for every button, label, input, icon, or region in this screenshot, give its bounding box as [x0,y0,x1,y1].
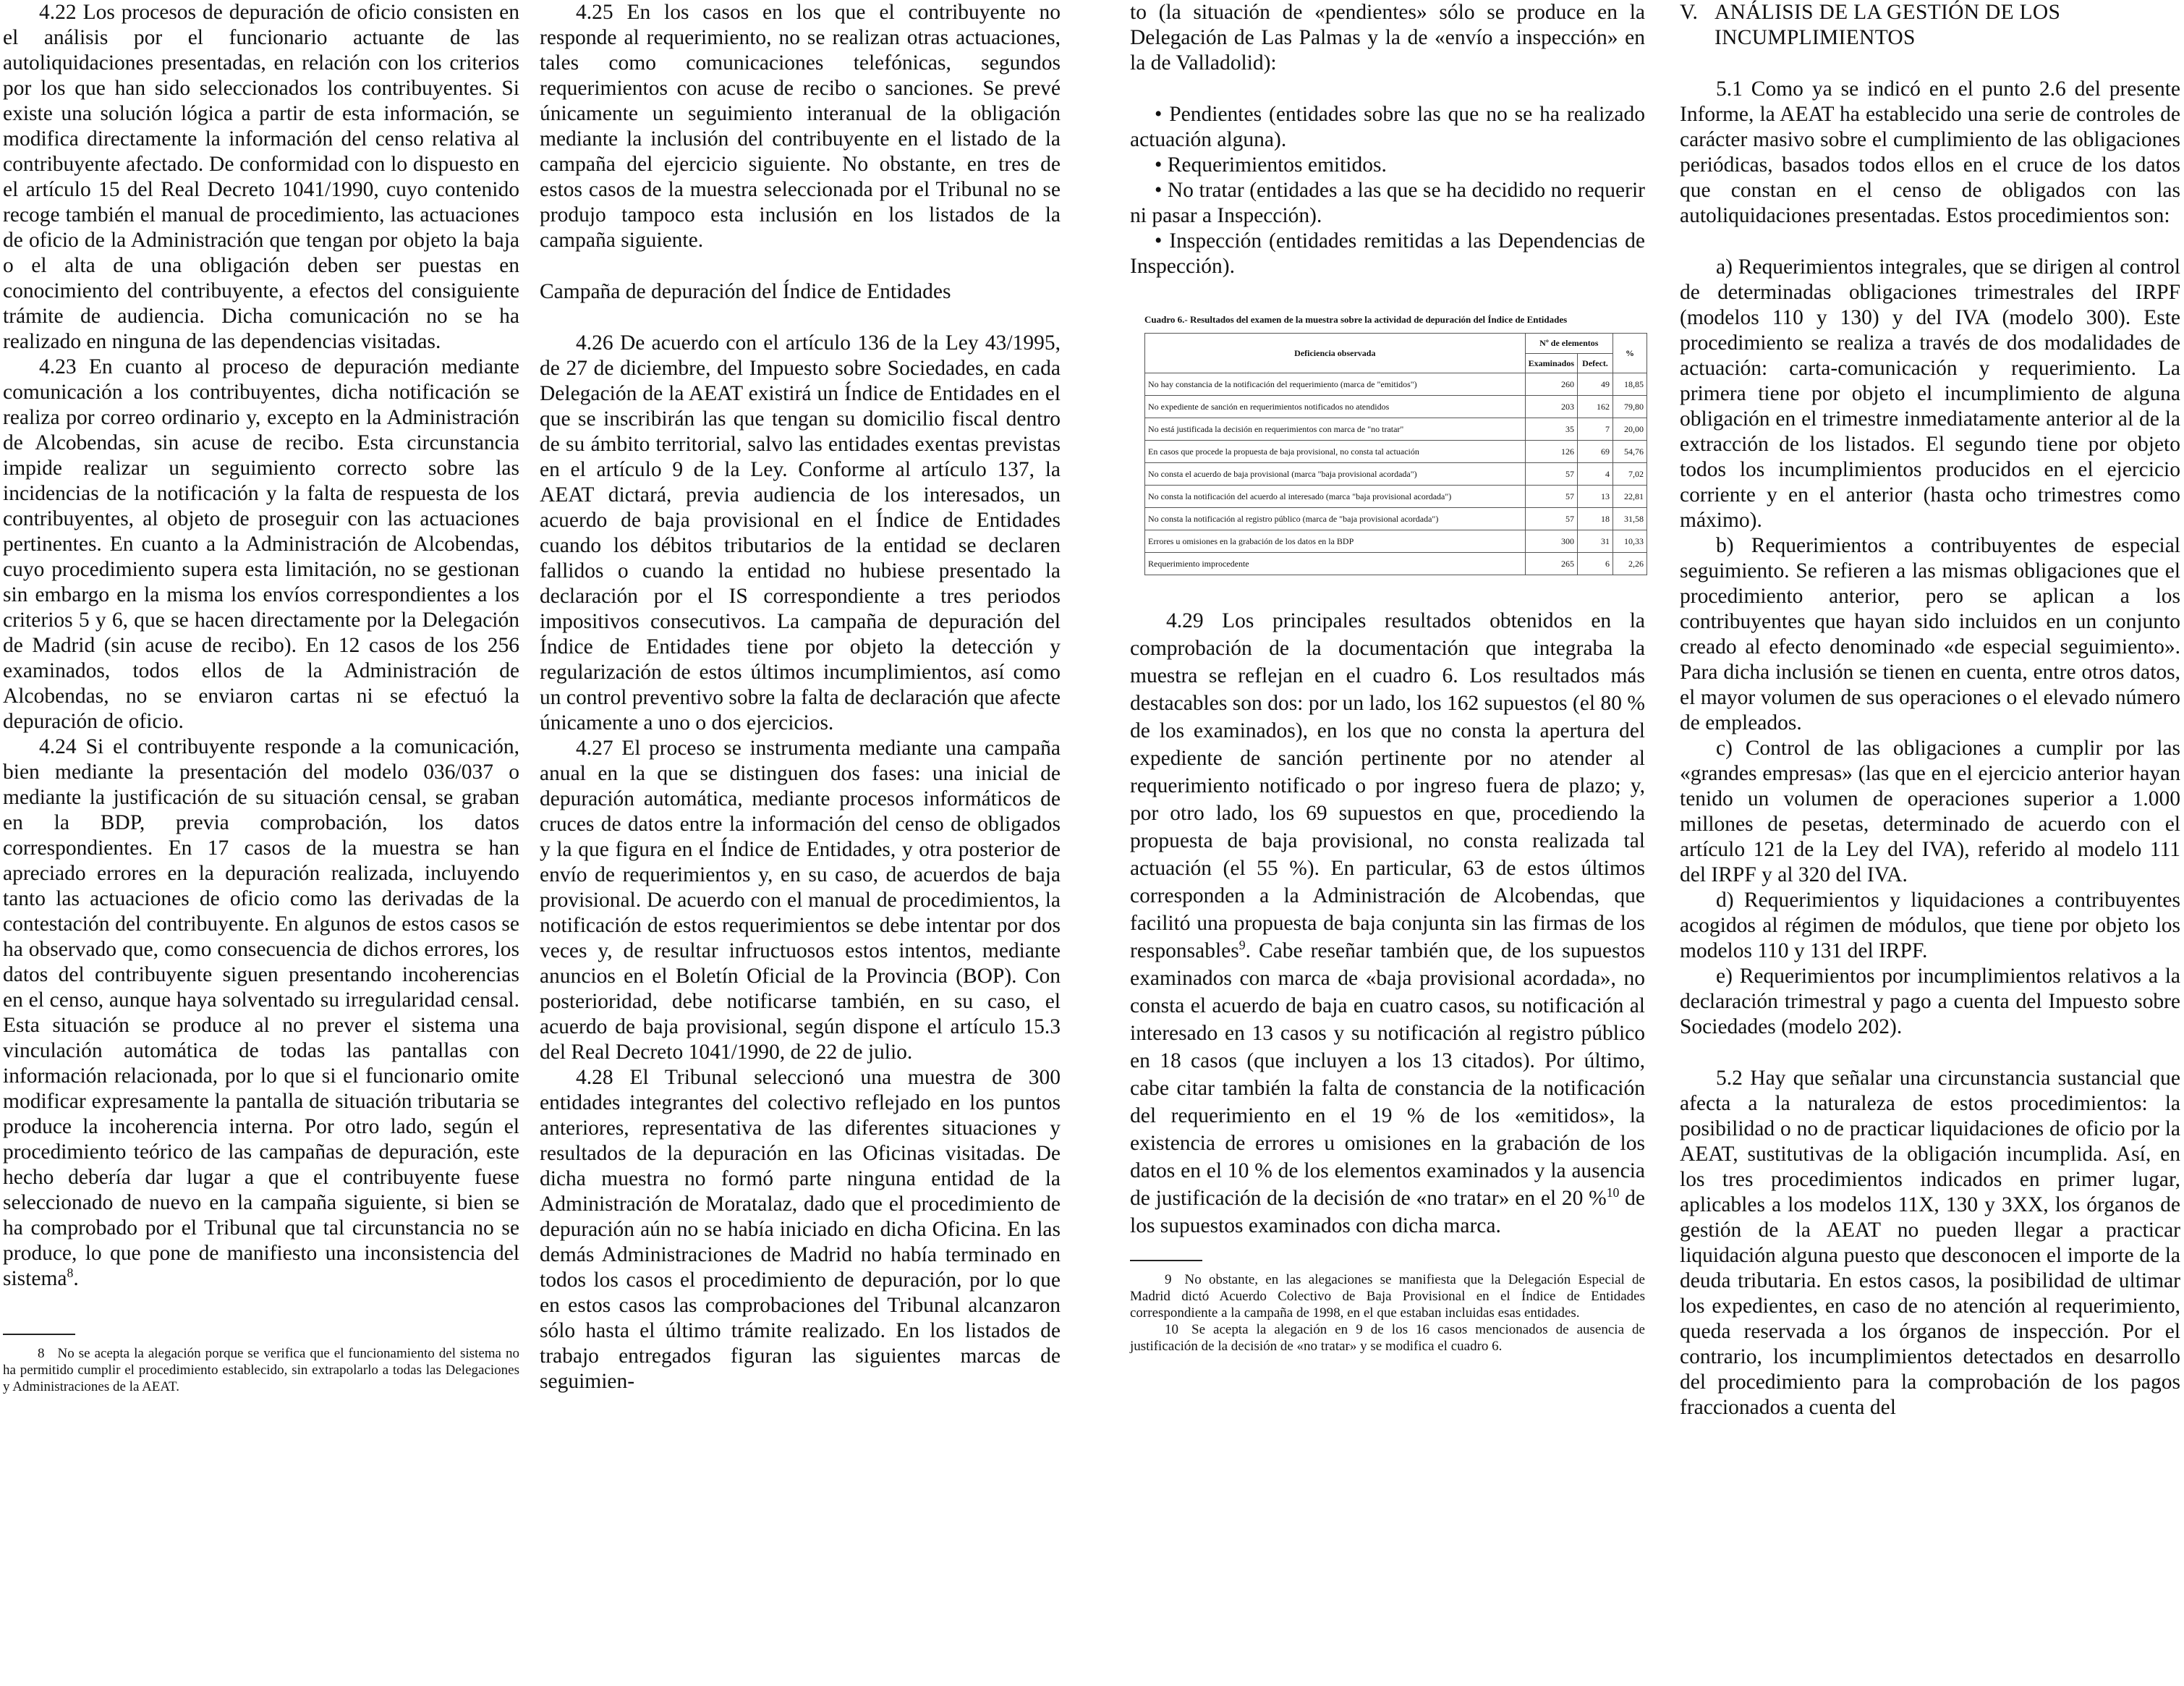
paragraph-4-26: 4.26 De acuerdo con el artículo 136 de la Ley 43/1995, de 27 de diciembre, del Impuesto sobre Sociedades, en cada Delegación de la AEAT existirá un Índice de Entidades en el que se inscribirán las que tengan su domicilio fiscal dentro de su ámbito territorial, salvo las entidades exentas previstas en el artículo 9 de la Ley. Conforme al artículo 137, la AEAT dictará, previa audiencia de los interesados, un acuerdo de baja provisional en el Índice de Entidades cuando los débitos tributarios de la entidad se declaren fallidos o cuando la entidad no hubiese presentado la declaración por el IS correspondiente a tres periodos impositivos consecutivos. La campaña de depuración del Índice de Entidades tiene por objeto la detección y regularización de estos últimos incumplimientos, así como un control preventivo sobre la falta de declaración que afecte únicamente a uno o dos ejercicios. [540,331,1061,734]
paragraph-4-29 [1130,607,1645,1240]
row-examinados: 203 [1525,396,1577,418]
cuadro-6 [1144,313,1647,575]
row-desc: No está justificada la decisión en requerimientos con marca de "no tratar" [1145,418,1526,441]
row-examinados: 57 [1525,486,1577,508]
footnote-8-text: No se acepta la alegación porque se verifica que el funcionamiento del sistema no ha permitido cumplir el procedimiento establecido, sin extrapolarlo a todas las Delegaciones y Administraciones de la AEAT. [3,1346,519,1394]
footnote-rule [1130,1260,1202,1261]
row-desc: No expediente de sanción en requerimientos notificados no atendidos [1145,396,1526,418]
paragraph-4-29-text-a: 4.29 Los principales resultados obtenidos en la comprobación de la documentación que integraba la muestra se reflejan en el cuadro 6. Los resultados más destacables son dos: por un lado, los 162 supuestos (el 80 % de los examinados), en los que no consta la apertura del expediente de sanción pertinente por no atender al requerimiento notificado o por ingreso fuera de plazo; y, por otro lado, los 69 supuestos en que, procediendo la propuesta de baja provisional, no consta realizada tal actuación (el 55 %). En particular, 63 de estos últimos corresponden a la Administración de Alcobendas, que facilitó una propuesta de baja conjunta sin las firmas de los responsables [1130,609,1645,962]
paragraph-4-25: 4.25 En los casos en los que el contribuyente no responde al requerimiento, no se realizan otras actuaciones, tales como comunicaciones telefónicas, segundos requerimientos con acuse de recibo o sanciones. Se prevé únicamente un seguimiento interanual de la obligación mediante la inclusión del contribuyente en el listado de la campaña del ejercicio siguiente. No obstante, en tres de estos casos de la muestra seleccionada por el Tribunal no se produjo tampoco esta inclusión en los listados de la campaña siguiente. [540,1,1061,252]
table-row [1145,508,1647,530]
footnote-10-number: 10 [1165,1322,1178,1337]
paragraph-continuation: to (la situación de «pendientes» sólo se produce en la Delegación de Las Palmas y la de «envío a inspección» en la de Valladolid): [1130,1,1645,75]
table-row [1145,486,1647,508]
table-row [1145,553,1647,575]
paragraph-4-27: 4.27 El proceso se instrumenta mediante una campaña anual en la que se distinguen dos fases: una inicial de depuración automática, mediante procesos informáticos de cruces de datos entre la información del censo de obligados y la que figura en el Índice de Entidades, y otra posterior de envío de requerimientos y, en su caso, de acuerdos de baja provisional. De acuerdo con el manual de procedimientos, la notificación de estos requerimientos se debe intentar por dos veces y, de resultar infructuosos estos intentos, mediante anuncios en el Boletín Oficial de la Provincia (BOP). Con posterioridad, debe notificarse también, en su caso, el acuerdo de baja provisional, según dispone el artículo 15.3 del Real Decreto 1041/1990, de 22 de julio. [540,737,1061,1064]
paragraph-4-24-text: 4.24 Si el contribuyente responde a la comunicación, bien mediante la presentación del modelo 036/037 o mediante la justificación de su situación censal, se graban en la BDP, previa comprobación, los datos correspondientes. En 17 casos de la muestra se han apreciado errores en la depuración realizada, incluyendo tanto las actuaciones de oficio como las derivadas de la contestación del contribuyente. En algunos de estos casos se ha observado que, como consecuencia de dichos errores, los datos del contribuyente siguen presentando incoherencias en el censo, aunque haya solventado su irregularidad censal. Esta situación se produce al no prever el sistema una vinculación automática de todas las pantallas con información relacionada, por lo que si el funcionario omite modificar expresamente la pantalla de situación tributaria se produce la incoherencia interna. Por otro lado, según el procedimiento teórico de las campañas de depuración, este hecho debería dar lugar a que el contribuyente fuese seleccionado de nuevo en la campaña siguiente, si bien se ha comprobado por el Tribunal que tal circunstancia no se produce, lo que pone de manifiesto una inconsistencia del sistema [3,735,519,1290]
row-defect: 69 [1578,441,1613,463]
row-defect: 49 [1578,373,1613,396]
row-defect: 31 [1578,530,1613,553]
footnote-ref-9[interactable]: 9 [1238,938,1246,953]
row-pct: 31,58 [1613,508,1647,530]
table-row [1145,441,1647,463]
row-desc: No consta el acuerdo de baja provisional (marca "baja provisional acordada") [1145,463,1526,486]
row-examinados: 300 [1525,530,1577,553]
row-defect: 6 [1578,553,1613,575]
row-pct: 18,85 [1613,373,1647,396]
section-v-number: V. [1680,1,1698,24]
section-v-text: ANÁLISIS DE LA GESTIÓN DE LOS INCUMPLIMIENTOS [1715,1,2061,49]
row-pct: 22,81 [1613,486,1647,508]
paragraph-4-22: 4.22 Los procesos de depuración de oficio consisten en el análisis por el funcionario actuante de las autoliquidaciones presentadas, en relación con los criterios por los que han sido seleccionados los contribuyentes. Si existe una solución lógica a partir de esta información, se modifica directamente la información del censo relativa al contribuyente afectado. De conformidad con lo dispuesto en el artículo 15 del Real Decreto 1041/1990, cuyo contenido recoge también el manual de procedimiento, las actuaciones de oficio de la Administración que tengan por objeto la baja o el alta de una obligación deben ser puestas en conocimiento del contribuyente, a efectos del consiguiente trámite de audiencia. Dicha comunicación no se ha realizado en ninguna de las dependencias visitadas. [3,1,519,353]
footnote-8-number: 8 [38,1346,45,1361]
bullet-pendientes: • Pendientes (entidades sobre las que no se ha realizado actuación alguna). [1130,103,1645,151]
row-desc: No hay constancia de la notificación del requerimiento (marca de "emitidos") [1145,373,1526,396]
footnote-9-number: 9 [1165,1272,1172,1287]
section-heading-indice-entidades: Campaña de depuración del Índice de Entidades [540,280,951,303]
table-caption: Cuadro 6.- Resultados del examen de la muestra sobre la actividad de depuración del Índice de Entidades [1144,314,1568,325]
paragraph-4-29-text-c: de los supuestos examinados con dicha marca. [1130,1187,1645,1237]
row-examinados: 260 [1525,373,1577,396]
column-4 [1680,0,2180,1420]
row-pct: 10,33 [1613,530,1647,553]
row-pct: 54,76 [1613,441,1647,463]
bullet-inspeccion: • Inspección (entidades remitidas a las Dependencias de Inspección). [1130,229,1645,278]
row-examinados: 265 [1525,553,1577,575]
footnote-10-text: Se acepta la alegación en 9 de los 16 casos mencionados de ausencia de justificación de la decisión de «no tratar» y se modifica el cuadro 6. [1130,1322,1645,1354]
bullet-requerimientos: • Requerimientos emitidos. [1155,153,1387,177]
section-v-title [1680,0,2180,51]
row-defect: 18 [1578,508,1613,530]
paragraph-4-23: 4.23 En cuanto al proceso de depuración mediante comunicación a los contribuyentes, dicha notificación se realiza por correo ordinario y, excepto en la Administración de Alcobendas, sin acuse de recibo. Esta circunstancia impide realizar un seguimiento correcto sobre las incidencias de la notificación y la falta de respuesta de los contribuyentes, al objeto de proseguir con las actuaciones pertinentes. En cuanto a la Administración de Alcobendas, cuyo procedimiento supera esta limitación, no se gestionan sin embargo en la misma los envíos correspondientes a los criterios 5 y 6, que se hacen directamente por la Delegación de Madrid (sin acuse de recibo). En 12 casos de los 256 examinados, todos ellos de la Administración de Alcobendas, no se enviaron cartas ni se efectuó la depuración de oficio. [3,355,519,733]
footnote-9-text: No obstante, en las alegaciones se manifiesta que la Delegación Especial de Madrid dictó Acuerdo Colectivo de Baja Provisional en el Índice de Entidades correspondiente a la campaña de 1998, en el que estaban incluidas esas entidades. [1130,1272,1645,1321]
row-desc: En casos que procede la propuesta de baja provisional, no consta tal actuación [1145,441,1526,463]
row-pct: 2,26 [1613,553,1647,575]
paragraph-b: b) Requerimientos a contribuyentes de especial seguimiento. Se refieren a las mismas obligaciones que el procedimiento anterior, pero se aplican a los contribuyentes que hayan sido incluidos en un conjunto creado al efecto denominado «de especial seguimiento». Para dicha inclusión se tienen en cuenta, entre otros datos, el mayor volumen de sus operaciones o el elevado número de empleados. [1680,534,2180,734]
header-elementos: Nº de elementos [1525,334,1612,354]
paragraph-4-24: 4.24 Si el contribuyente responde a la comunicación, bien mediante la presentación del modelo 036/037 o mediante la justificación de su situación censal, se graban en la BDP, previa comprobación, los datos correspondientes. En 17 casos de la muestra se han apreciado errores en la depuración realizada, incluyendo tanto las actuaciones de oficio como las derivadas de la contestación del contribuyente. En algunos de estos casos se ha observado que, como consecuencia de dichos errores, los datos del contribuyente siguen presentando incoherencias en el censo, aunque haya solventado su irregularidad censal. Esta situación se produce al no prever el sistema una vinculación automática de todas las pantallas con información relacionada, por lo que si el funcionario omite modificar expresamente la pantalla de situación tributaria se produce la incoherencia interna. Por otro lado, según el procedimiento teórico de las campañas de depuración, este hecho debería dar lugar a que el contribuyente fuese seleccionado de nuevo en la campaña siguiente, si bien se ha comprobado por el Tribunal que tal circunstancia no se produce, lo que pone de manifiesto una inconsistencia del sistema$^8$. [3,735,519,1290]
table-row [1145,373,1647,396]
column-1 [3,0,519,1395]
row-desc: No consta la notificación al registro público (marca de "baja provisional acordada") [1145,508,1526,530]
paragraph-c: c) Control de las obligaciones a cumplir por las «grandes empresas» (las que en el ejercicio anterior hayan tenido un volumen de operaciones superior a 1.000 millones de pesetas, determinado de acuerdo con el artículo 121 de la Ley del IVA), referido al modelo 111 del IRPF y al 320 del IVA. [1680,737,2180,886]
paragraph-4-29-text-b: . Cabe reseñar también que, de los supuestos examinados con marca de «baja provisional acordada», no consta el acuerdo de baja en cuatro casos, su notificación al interesado en 13 casos y su notificación al registro público en 18 casos (que incluyen a los 13 citados). Por último, cabe citar también la falta de constancia de la notificación del requerimiento en el 19 % de los «emitidos», la existencia de errores u omisiones en la grabación de los datos en el 10 % de los elementos examinados y la ausencia de justificación de la decisión de «no tratar» en el 20 % [1130,939,1645,1210]
row-pct: 7,02 [1613,463,1647,486]
row-defect: 7 [1578,418,1613,441]
paragraph-5-1: 5.1 Como ya se indicó en el punto 2.6 del presente Informe, la AEAT ha establecido una serie de controles de carácter masivo sobre el cumplimiento de las obligaciones periódicas, basados todos ellos en el cruce de los datos que constan en el censo de obligados con las autoliquidaciones presentadas. Estos procedimientos son: [1680,77,2180,227]
paragraph-d: d) Requerimientos y liquidaciones a contribuyentes acogidos al régimen de módulos, que tiene por objeto los modelos 110 y 131 del IRPF. [1680,889,2180,962]
footnote-9 [1130,1271,1645,1321]
table-row [1145,418,1647,441]
table-row [1145,530,1647,553]
paragraph-4-28: 4.28 El Tribunal seleccionó una muestra de 300 entidades integrantes del colectivo reflejado en los puntos anteriores, representativa de las diferentes situaciones y resultados de la depuración en las Oficinas visitadas. De dicha muestra no formó parte ninguna entidad de la Administración de Moratalaz, dado que el procedimiento de depuración aún no se había iniciado en dicha Oficina. En las demás Administraciones de Madrid no había terminado en todos los casos el procedimiento de depuración, por lo que en estos casos las comprobaciones del Tribunal alcanzaron sólo hasta el último trámite realizado. En los listados de trabajo entregados figuran las siguientes marcas de seguimien- [540,1066,1061,1393]
row-desc: Errores u omisiones en la grabación de los datos en la BDP [1145,530,1526,553]
row-pct: 20,00 [1613,418,1647,441]
footnote-rule [3,1334,75,1335]
row-pct: 79,80 [1613,396,1647,418]
header-pct: % [1613,334,1647,373]
footnote-10 [1130,1321,1645,1355]
row-defect: 13 [1578,486,1613,508]
table-row [1145,463,1647,486]
header-examinados: Examinados [1525,353,1577,373]
bullet-no-tratar: • No tratar (entidades a las que se ha decidido no requerir ni pasar a Inspección). [1130,179,1645,227]
header-deficiencia: Deficiencia observada [1145,334,1526,373]
footnote-ref-10[interactable]: 10 [1606,1185,1620,1200]
paragraph-e: e) Requerimientos por incumplimientos relativos a la declaración trimestral y pago a cuenta del Impuesto sobre Sociedades (modelo 202). [1680,965,2180,1038]
row-examinados: 35 [1525,418,1577,441]
results-table [1144,333,1647,575]
row-defect: 4 [1578,463,1613,486]
row-examinados: 57 [1525,508,1577,530]
row-examinados: 126 [1525,441,1577,463]
column-3 [1130,0,1645,1355]
header-defect: Defect. [1578,353,1613,373]
footnote-ref-8[interactable]: 8 [67,1266,74,1281]
paragraph-5-2: 5.2 Hay que señalar una circunstancia sustancial que afecta a la naturaleza de estos procedimientos: la posibilidad o no de practicar liquidaciones de oficio por la AEAT, sustitutivas de la obligación incumplida. Así, en los tres procedimientos indicados en primer lugar, aplicables a los modelos 11X, 130 y 3XX, los órganos de gestión de la AEAT no pueden llegar a practicar liquidación alguna puesto que desconocen el importe de la deuda tributaria. En estos casos, la posibilidad de ultimar los expedientes, en caso de no atención al requerimiento, queda reservada a los órganos de inspección. Por el contrario, los incumplimientos detectados en desarrollo del procedimiento para la comprobación de los pagos fraccionados a cuenta del [1680,1067,2180,1419]
footnote-8 [3,1345,519,1395]
row-defect: 162 [1578,396,1613,418]
paragraph-a: a) Requerimientos integrales, que se dirigen al control de determinadas obligaciones trimestrales del IRPF (modelos 110 y 130) y del IVA (modelo 300). Este procedimiento se realiza a través de dos modalidades de actuación: carta-comunicación y requerimiento. La primera tiene por objeto el incumplimiento de alguna obligación en el trimestre inmediatamente anterior al de la extracción de los listados. El segundo tiene por objeto todos los incumplimientos producidos en el ejercicio corriente y en el anterior (hasta ocho trimestres como máximo). [1680,255,2180,532]
row-examinados: 57 [1525,463,1577,486]
column-2 [540,0,1061,1394]
row-desc: Requerimiento improcedente [1145,553,1526,575]
row-desc: No consta la notificación del acuerdo al interesado (marca "baja provisional acordada") [1145,486,1526,508]
table-row [1145,396,1647,418]
